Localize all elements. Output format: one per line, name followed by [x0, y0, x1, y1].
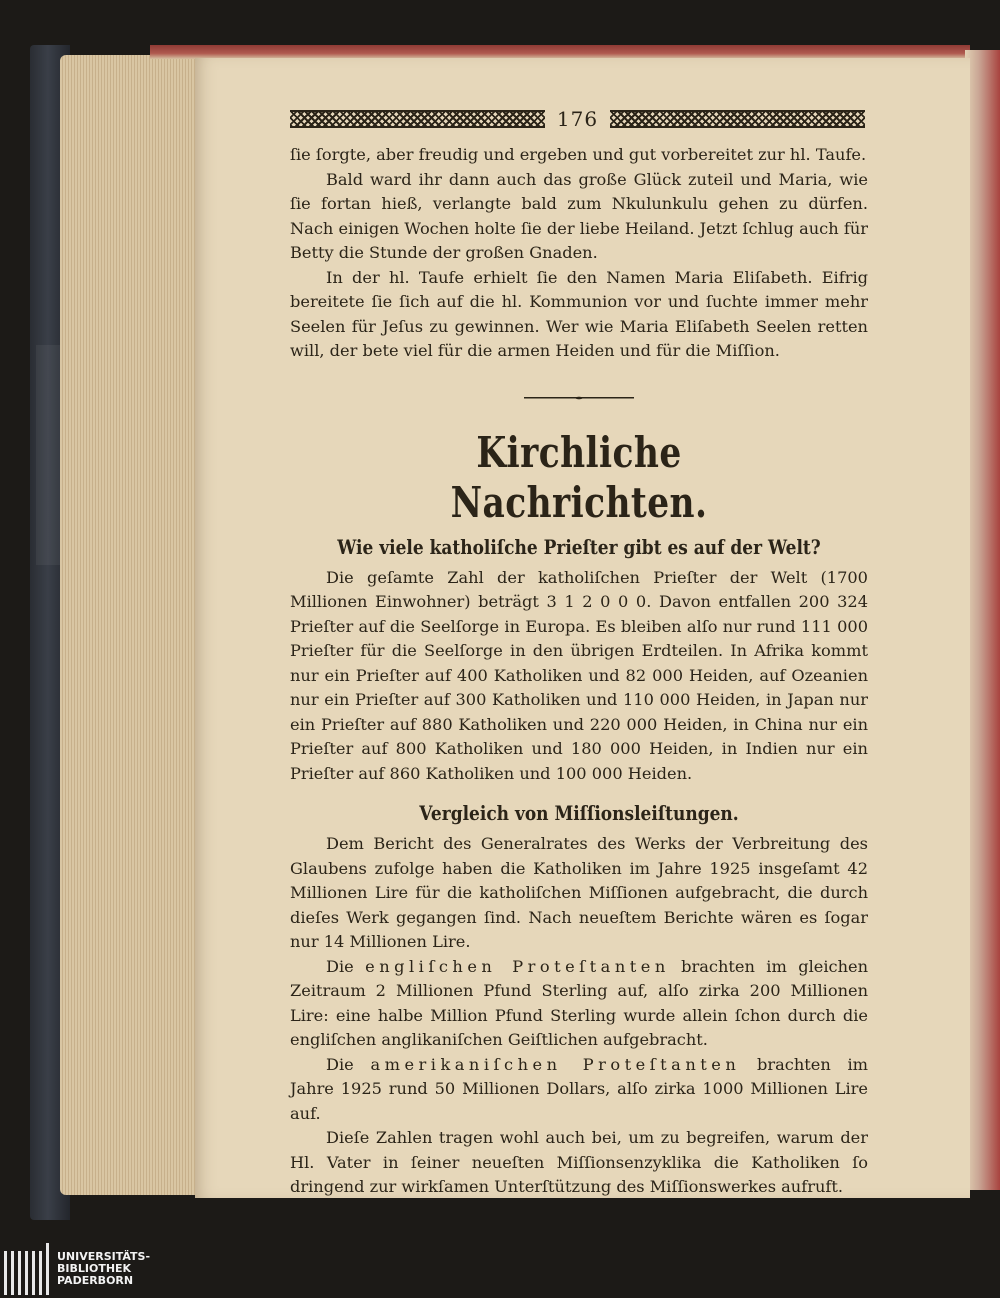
subtitle-priests: Wie viele katholiſche Prieſter gibt es auf der Welt? [337, 534, 821, 559]
american-lead: Die [326, 1054, 354, 1074]
main-title: Kirchliche Nachrichten. [450, 427, 708, 527]
paragraph-english [290, 955, 868, 1053]
library-logo [0, 1240, 304, 1298]
left-ornament-band [290, 110, 545, 128]
running-head [290, 108, 865, 130]
book-page [195, 58, 970, 1198]
paragraph-council: Dem Bericht des Generalrates des Werks der Verbreitung des Glaubens zufolge haben die Katholiken im Jahre 1925 insgeſamt 42 Millionen Lire für die katholiſchen Miſſionen aufgebracht, die durch dieſes Werk gegangen ſind. Nach neueſtem Berichte wären es ſogar nur 14 Millionen Lire. [290, 834, 868, 951]
right-ornament-band [610, 110, 865, 128]
section-divider-ornament [290, 378, 868, 418]
paragraph-intro-1: ſie ſorgte, aber freudig und ergeben und gut vorbereitet zur hl. Taufe. [290, 145, 867, 164]
logo-line-3: PADERBORN [57, 1274, 134, 1287]
american-rest: brachten im Jahre 1925 rund 50 Millionen Dollars, alſo zirka 1000 Millionen Lire auf. [290, 1054, 868, 1123]
page-edges [60, 55, 200, 1195]
logo-line-2: BIBLIOTHEK [57, 1262, 132, 1275]
english-lead: Die [326, 956, 354, 976]
top-page-edge [150, 45, 970, 59]
library-logo-bars-icon [4, 1243, 49, 1295]
text-block [290, 143, 868, 1200]
logo-line-1: UNIVERSITÄTS- [57, 1250, 151, 1263]
paragraph-priests: Die geſamte Zahl der katholiſchen Prieſter der Welt (1700 Millionen Einwohner) beträgt 3 1 2 0 0 0. Davon entfallen 200 324 Prieſter auf die Seelſorge in Europa. Es bleiben alſo nur rund 111 000 Prieſter für die Seelſorge in den übrigen Erdteilen. In Afrika kommt nur ein Prieſter auf 400 Katholiken und 82 000 Heiden, auf Ozeanien nur ein Prieſter auf 300 Katholiken und 110 000 Heiden, in Japan nur ein Prieſter auf 880 Katholiken und 220 000 Heiden, in China nur ein Prieſter auf 800 Katholiken und 180 000 Heiden, in Indien nur ein Prieſter auf 860 Katholiken und 100 000 Heiden. [290, 567, 868, 783]
paragraph-closing: Dieſe Zahlen tragen wohl auch bei, um zu begreifen, warum der Hl. Vater in ſeiner neueſten Miſſionsenzyklika die Katholiken ſo dringend zur wirkſamen Unterſtützung des Miſſionswerkes aufruft. [290, 1128, 868, 1196]
english-spaced-phrase: engliſchen Proteſtanten [365, 956, 670, 976]
subtitle-comparison: Vergleich von Miſſionsleiſtungen. [419, 801, 739, 825]
right-page-edge [965, 50, 1000, 1190]
page-number: 176 [556, 107, 599, 131]
library-logo-text [57, 1251, 150, 1287]
paragraph-intro-2: Bald ward ihr dann auch das große Glück zuteil und Maria, wie ſie fortan hieß, verlangte bald zum Nkulunkulu gehen zu dürfen. Nach einigen Wochen holte ſie der liebe Heiland. Jetzt ſchlug auch für Betty die Stunde der großen Gnaden. [290, 169, 868, 262]
american-spaced-phrase: amerikaniſchen Proteſtanten [370, 1054, 741, 1074]
english-rest: brachten im gleichen Zeitraum 2 Millionen Pfund Sterling auf, alſo zirka 200 Millionen Lire: eine halbe Million Pfund Sterling wurde allein ſchon durch die engliſchen anglikaniſchen Geiſtlichen aufgebracht. [290, 956, 868, 1049]
paragraph-american [290, 1053, 868, 1127]
paragraph-intro-3: In der hl. Taufe erhielt ſie den Namen Maria Eliſabeth. Eifrig bereitete ſie ſich auf die hl. Kommunion vor und ſuchte immer mehr Seelen für Jeſus zu gewinnen. Wer wie Maria Eliſabeth Seelen retten will, der bete viel für die armen Heiden und für die Miſſion. [290, 267, 868, 360]
